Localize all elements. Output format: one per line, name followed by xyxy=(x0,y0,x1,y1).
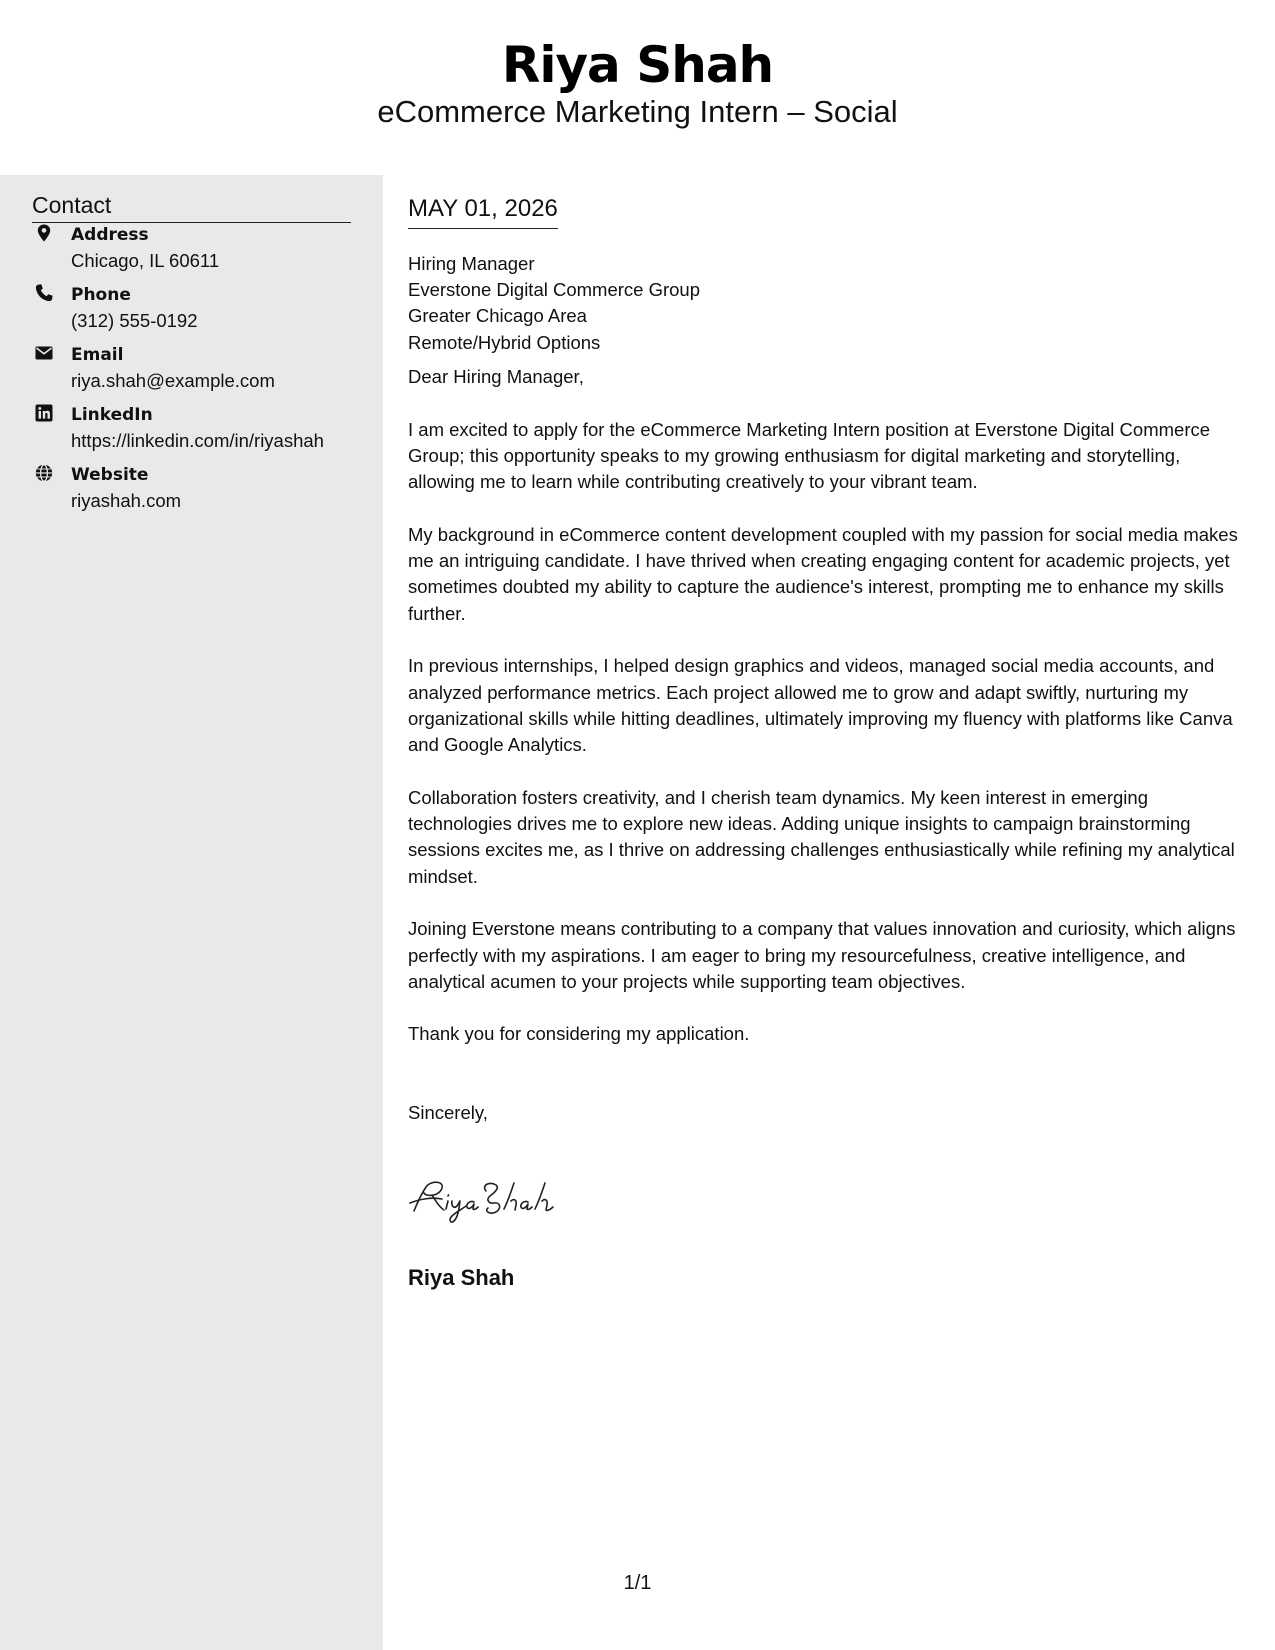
letter-paragraph: I am excited to apply for the eCommerce Marketing Intern position at Everstone Digital Commerce Group; this opportunity speaks to my growing enthusiasm for digital marketing and storytelling, allowing me to learn while contributing creatively to your vibrant team. xyxy=(408,418,1211,493)
contact-item-linkedin xyxy=(32,403,372,459)
closing-salutation: Sincerely, xyxy=(408,1101,488,1123)
contact-item-phone xyxy=(32,283,372,339)
envelope-icon xyxy=(34,343,54,363)
contact-item-address xyxy=(32,223,372,279)
phone-label: Phone xyxy=(71,285,131,305)
email-value: riya.shah@example.com xyxy=(71,370,275,391)
address-value: Chicago, IL 60611 xyxy=(71,250,220,271)
recipient-line: Everstone Digital Commerce Group xyxy=(408,279,700,301)
recipient-line: Greater Chicago Area xyxy=(408,305,587,327)
phone-icon xyxy=(34,283,54,303)
recipient-line: Hiring Manager xyxy=(408,253,535,274)
closing-thanks: Thank you for considering my application. xyxy=(408,1023,750,1045)
page-number: 1/1 xyxy=(623,1572,652,1594)
letter-paragraph: In previous internships, I helped design graphics and videos, managed social media accounts, and analyzed performance metrics. Each project allowed me to grow and adapt swiftly, nurturing my organizational skills while hitting deadlines, ultimately improving my fluency with platforms like Canva and Google Analytics. xyxy=(408,655,1233,756)
applicant-name: Riya Shah xyxy=(501,36,774,94)
website-value[interactable]: riyashah.com xyxy=(71,490,182,511)
address-label: Address xyxy=(71,225,149,245)
letter-paragraph: Collaboration fosters creativity, and I cherish team dynamics. My keen interest in emerging technologies drives me to explore new ideas. Adding unique insights to campaign brainstorming sessions excites me, as I thrive on addressing challenges enthusiastically while refining my analytical mindset. xyxy=(408,786,1235,887)
letter-paragraph: Joining Everstone means contributing to a company that values innovation and curiosity, which aligns perfectly with my aspirations. I am eager to bring my resourcefulness, creative intelligence, and analytical acumen to your projects while supporting team objectives. xyxy=(408,918,1236,992)
contact-sidebar xyxy=(0,175,383,1650)
letter-paragraph: My background in eCommerce content development coupled with my passion for social media makes me an intriguing candidate. I have thrived when creating engaging content for academic projects, yet sometimes doubted my ability to capture the audience's interest, prompting me to enhance my skills further. xyxy=(408,523,1238,624)
contact-item-website xyxy=(32,463,372,519)
email-label: Email xyxy=(71,345,124,365)
map-pin-icon xyxy=(34,223,54,243)
job-title: eCommerce Marketing Intern – Social xyxy=(377,94,898,129)
signer-name: Riya Shah xyxy=(408,1265,515,1290)
website-label: Website xyxy=(71,465,149,485)
phone-value: (312) 555-0192 xyxy=(71,310,198,331)
linkedin-icon xyxy=(34,403,54,423)
handwritten-signature xyxy=(408,1175,578,1225)
contact-heading: Contact xyxy=(32,190,351,223)
contact-item-email xyxy=(32,343,372,399)
letter-text xyxy=(408,364,1240,1152)
header xyxy=(0,0,1275,175)
recipient-line: Remote/Hybrid Options xyxy=(408,331,601,353)
letter-date: MAY 01, 2026 xyxy=(408,193,558,229)
globe-icon xyxy=(34,463,54,483)
recipient-block xyxy=(408,251,700,356)
linkedin-label: LinkedIn xyxy=(71,405,153,425)
salutation: Dear Hiring Manager, xyxy=(408,366,584,387)
linkedin-value[interactable]: https://linkedin.com/in/riyashah xyxy=(71,430,324,451)
